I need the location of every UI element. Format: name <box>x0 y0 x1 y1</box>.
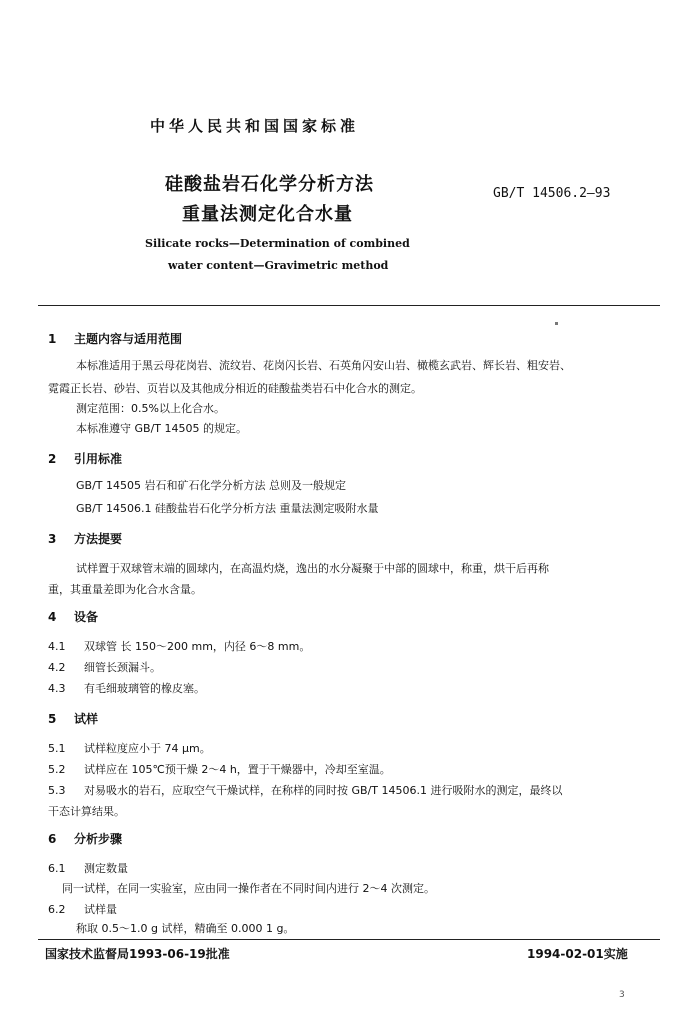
section-1-number: 1 <box>48 332 57 346</box>
section-1-para3: 本标准遵守 GB/T 14505 的规定。 <box>76 422 247 435</box>
subsection-text: 称取 0.5～1.0 g 试样，精确至 0.000 1 g。 <box>76 922 295 935</box>
item-number: 5.3 <box>48 784 66 797</box>
section-3-heading <box>48 530 122 547</box>
subsection-heading <box>48 901 117 917</box>
subsection-number: 6.1 <box>48 862 66 875</box>
item-text: 对易吸水的岩石，应取空气干燥试样，在称样的同时按 GB/T 14506.1 进行吸附水的测定，最终以 <box>84 784 563 797</box>
reference-item: GB/T 14505 岩石和矿石化学分析方法 总则及一般规定 <box>76 479 346 492</box>
section-6-title: 分析步骤 <box>74 832 123 846</box>
section-1-heading <box>48 330 182 347</box>
section-6-heading <box>48 830 122 847</box>
item-number: 5.2 <box>48 763 66 776</box>
list-item <box>48 659 161 675</box>
section-1-para1-line1: 本标准适用于黑云母花岗岩、流纹岩、花岗闪长岩、石英角闪安山岩、橄榄玄武岩、辉长岩、粗安岩、 <box>76 359 571 372</box>
page-number: 3 <box>619 990 625 1000</box>
implementation-date: 1994-02-01实施 <box>527 947 628 961</box>
english-title-line1: Silicate rocks—Determination of combined <box>145 237 410 250</box>
item-number: 4.1 <box>48 640 66 653</box>
standard-number: GB/T 14506.2—93 <box>493 186 611 201</box>
section-4-heading <box>48 608 98 625</box>
item-number: 5.1 <box>48 742 66 755</box>
item-text: 细管长颈漏斗。 <box>84 661 161 674</box>
national-standard-heading: 中华人民共和国国家标准 <box>150 117 360 135</box>
section-1-para2: 测定范围：0.5%以上化合水。 <box>76 402 225 415</box>
approval-date: 国家技术监督局1993-06-19批准 <box>45 947 230 961</box>
section-3-para-line2: 重，其重量差即为化合水含量。 <box>48 583 202 596</box>
item-text: 有毛细玻璃管的橡皮塞。 <box>84 682 205 695</box>
section-4-number: 4 <box>48 610 57 624</box>
section-5-title: 试样 <box>74 712 99 726</box>
section-6-number: 6 <box>48 832 57 846</box>
section-1-title: 主题内容与适用范围 <box>74 332 183 346</box>
subsection-heading <box>48 860 128 876</box>
section-5-heading <box>48 710 98 727</box>
section-3-number: 3 <box>48 532 57 546</box>
english-title-line2: water content—Gravimetric method <box>168 259 389 272</box>
list-item <box>48 782 562 798</box>
document-title-line1: 硅酸盐岩石化学分析方法 <box>165 174 374 195</box>
section-5-number: 5 <box>48 712 57 726</box>
subsection-title: 测定数量 <box>84 862 128 875</box>
reference-item: GB/T 14506.1 硅酸盐岩石化学分析方法 重量法测定吸附水量 <box>76 502 379 515</box>
footer-divider <box>38 939 660 940</box>
section-2-number: 2 <box>48 452 57 466</box>
list-item <box>48 680 205 696</box>
list-item <box>48 740 211 756</box>
section-2-heading <box>48 450 122 467</box>
subsection-number: 6.2 <box>48 903 66 916</box>
item-text: 双球管 长 150～200 mm，内径 6～8 mm。 <box>84 640 311 653</box>
list-item <box>48 761 391 777</box>
section-1-para1-line2: 霓霞正长岩、砂岩、页岩以及其他成分相近的硅酸盐类岩石中化合水的测定。 <box>48 382 422 395</box>
section-3-title: 方法提要 <box>74 532 123 546</box>
list-item <box>48 638 310 654</box>
section-4-title: 设备 <box>74 610 99 624</box>
item-text: 试样应在 105℃预干燥 2～4 h，置于干燥器中，冷却至室温。 <box>84 763 391 776</box>
item-number: 4.2 <box>48 661 66 674</box>
scan-speck <box>555 322 558 325</box>
subsection-text: 同一试样，在同一实验室，应由同一操作者在不同时间内进行 2～4 次测定。 <box>62 882 435 895</box>
section-3-para-line1: 试样置于双球管末端的圆球内，在高温灼烧，逸出的水分凝聚于中部的圆球中，称重，烘干后再称 <box>76 562 549 575</box>
subsection-title: 试样量 <box>84 903 117 916</box>
item-text: 试样粒度应小于 74 μm。 <box>84 742 211 755</box>
item-number: 4.3 <box>48 682 66 695</box>
document-title-line2: 重量法测定化合水量 <box>182 204 353 225</box>
section-2-title: 引用标准 <box>74 452 123 466</box>
header-divider <box>38 305 660 306</box>
list-item-continuation: 干态计算结果。 <box>48 805 125 818</box>
